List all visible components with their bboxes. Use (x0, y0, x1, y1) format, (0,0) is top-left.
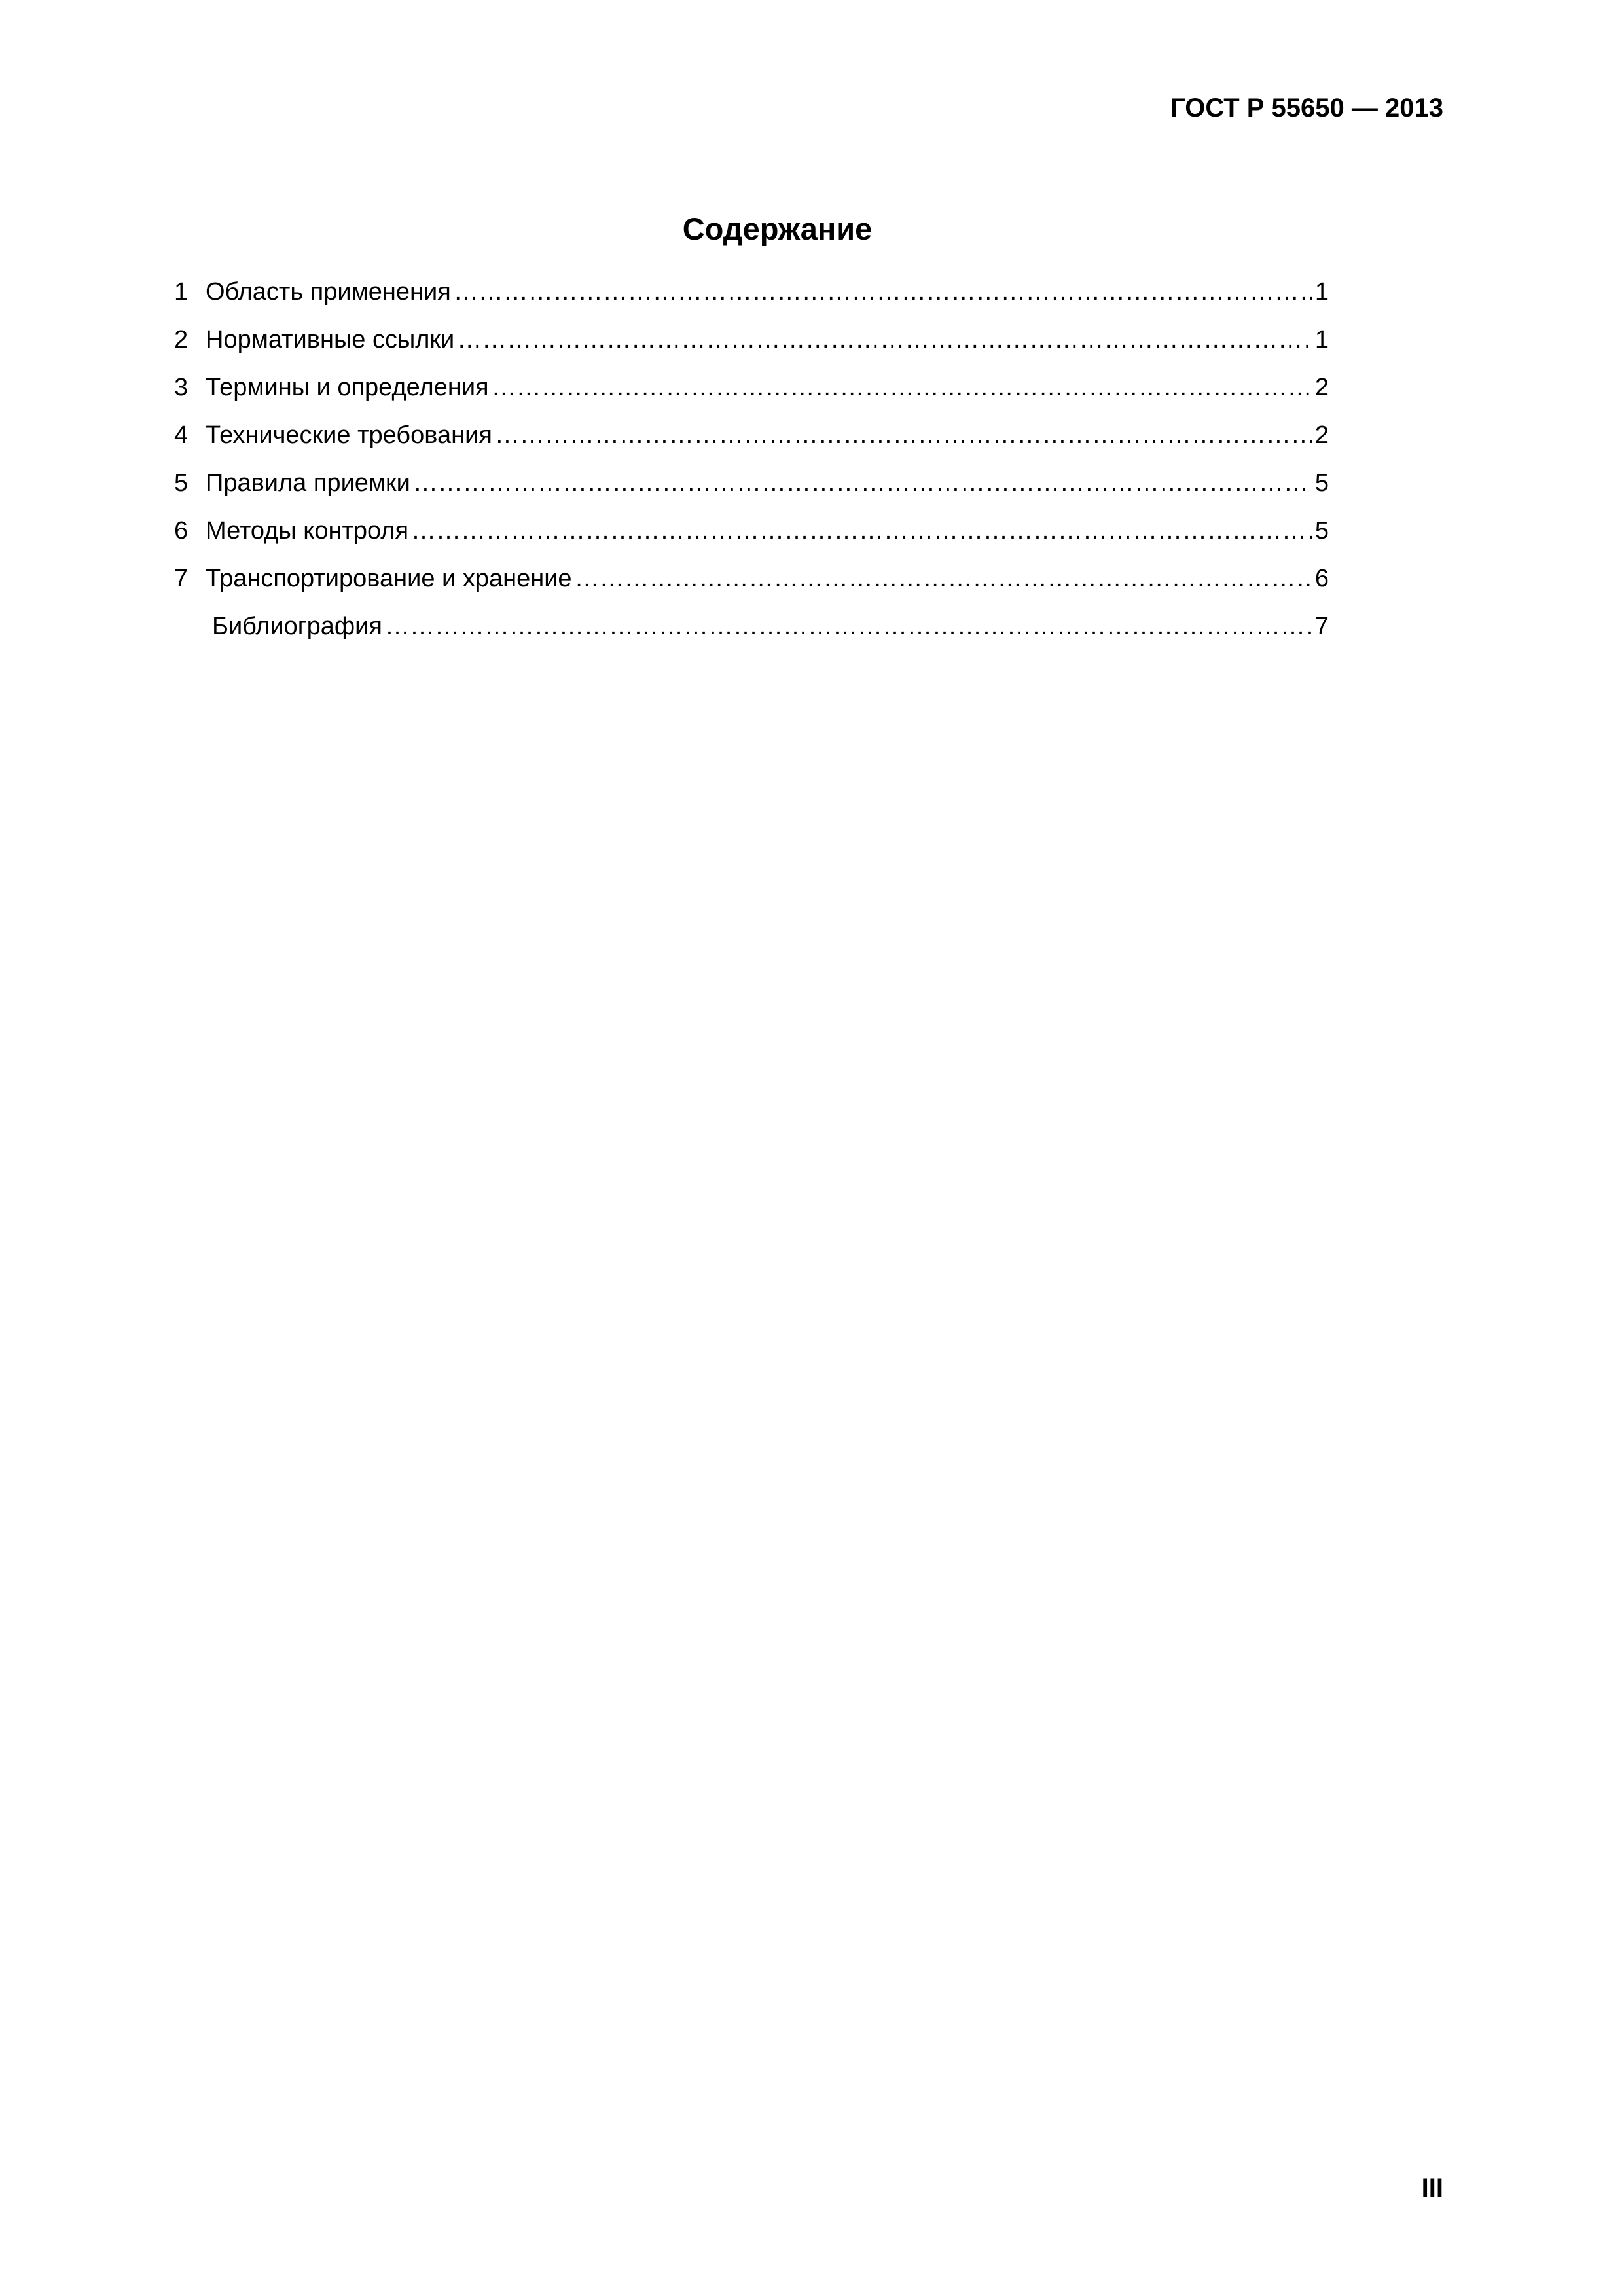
toc-item-label: Область применения (206, 278, 451, 306)
toc-item-number: 7 (174, 565, 189, 592)
toc-item-number: 1 (174, 278, 189, 306)
table-of-contents (174, 278, 1329, 660)
toc-item-normative-references[interactable] (174, 326, 1329, 374)
toc-item-transport-storage[interactable] (174, 565, 1329, 613)
toc-item-page: 6 (1314, 565, 1329, 592)
toc-item-acceptance-rules[interactable] (174, 469, 1329, 517)
toc-leader-dots (575, 565, 1312, 593)
toc-item-page: 1 (1314, 278, 1329, 306)
page-number: III (1421, 2174, 1443, 2202)
toc-item-bibliography[interactable] (174, 613, 1329, 660)
toc-leader-dots (385, 613, 1312, 641)
standard-code: ГОСТ Р 55650 — 2013 (1170, 94, 1443, 122)
toc-item-label: Транспортирование и хранение (206, 565, 572, 592)
toc-item-page: 5 (1314, 469, 1329, 497)
toc-item-scope[interactable] (174, 278, 1329, 326)
toc-leader-dots (457, 326, 1312, 354)
toc-item-page: 5 (1314, 517, 1329, 545)
toc-item-label: Технические требования (206, 422, 492, 449)
toc-item-label: Методы контроля (206, 517, 409, 545)
toc-item-technical-requirements[interactable] (174, 422, 1329, 469)
toc-item-number: 5 (174, 469, 189, 497)
toc-item-page: 1 (1314, 326, 1329, 353)
toc-leader-dots (454, 278, 1312, 306)
toc-item-number: 4 (174, 422, 189, 449)
toc-leader-dots (495, 422, 1312, 450)
toc-item-test-methods[interactable] (174, 517, 1329, 565)
toc-leader-dots (413, 469, 1312, 497)
toc-item-page: 2 (1314, 422, 1329, 449)
toc-item-number: 3 (174, 374, 189, 401)
toc-item-label: Нормативные ссылки (206, 326, 455, 353)
toc-leader-dots (411, 517, 1312, 545)
toc-item-label: Термины и определения (206, 374, 489, 401)
toc-item-page: 2 (1314, 374, 1329, 401)
toc-item-label: Правила приемки (206, 469, 410, 497)
toc-leader-dots (492, 374, 1312, 402)
toc-item-number: 6 (174, 517, 189, 545)
toc-item-label: Библиография (212, 613, 382, 640)
toc-title: Содержание (682, 211, 873, 246)
toc-item-terms-definitions[interactable] (174, 374, 1329, 422)
toc-item-number: 2 (174, 326, 189, 353)
toc-item-page: 7 (1314, 613, 1329, 640)
